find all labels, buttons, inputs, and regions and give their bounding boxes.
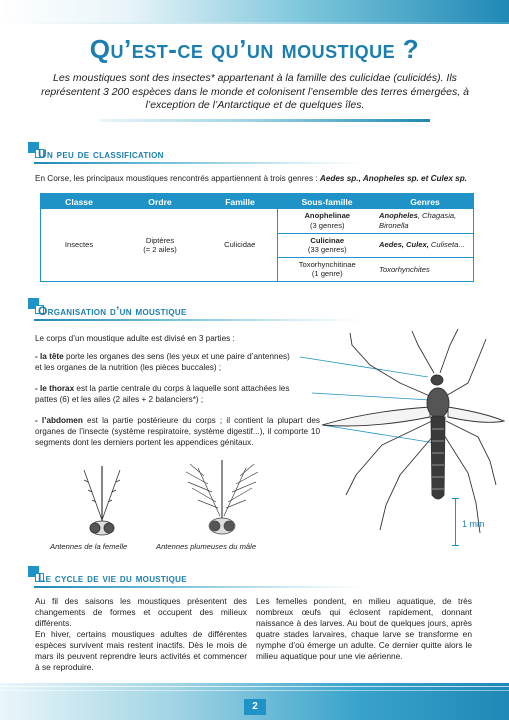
section-divider <box>34 319 364 321</box>
cycle-column-right: Les femelles pondent, en milieu aquatique, de très nombreux œufs qui éclosent rapidement, donnant naissance à des larves. Au bout de quelques jours, après quatre stades larvaires, chaque larve se transforme en nymphe d’où émerge un adulte. Ce dernier quitte alors le milieu aquatique pour une vie aérienne. <box>256 596 472 661</box>
male-antennae-illustration <box>178 458 266 542</box>
section-title-classification: Un peu de classification <box>38 147 164 161</box>
section-title-organisation: Organisation d’un moustique <box>38 304 187 318</box>
cell-genres <box>377 233 473 257</box>
top-stripe <box>0 22 509 24</box>
cell-classe: Insectes <box>64 240 94 250</box>
cell-subfamily <box>277 257 377 281</box>
intro-divider <box>100 119 430 122</box>
organisation-head-text <box>35 351 297 373</box>
label-thorax: - le thorax <box>35 384 75 393</box>
footer-stripe <box>0 686 509 687</box>
cell-ordre-note: (= 2 ailes) <box>143 245 177 254</box>
label-abdomen: - l’abdomen <box>35 416 83 425</box>
th-classe: Classe <box>41 194 117 209</box>
genres-other: Toxorhynchites <box>379 264 430 274</box>
desc-abdomen: est la partie postérieure du corps ; il contient la plupart des organes de l’insecte (système respiratoire, système digestif...), il comporte 10 segments dont les derniers portent les appendices génitaux. <box>35 416 320 448</box>
caption-male-antennae: Antennes plumeuses du mâle <box>156 542 257 551</box>
genres-other: Culiseta... <box>428 240 465 250</box>
scale-bar <box>455 498 456 546</box>
organisation-abdomen-text <box>35 415 320 449</box>
subfamily-name: Anophelinae <box>304 211 351 221</box>
label-tete: - la tête <box>35 352 64 361</box>
cell-famille: Culicidae <box>224 240 256 250</box>
cell-genres <box>377 257 473 281</box>
subfamily-count: (3 genres) <box>309 220 345 230</box>
caption-female-antennae: Antennes de la femelle <box>50 542 128 551</box>
female-antennae-illustration <box>62 462 142 542</box>
genres-main: Anopheles <box>379 211 418 221</box>
mosquito-illustration <box>300 325 505 550</box>
footer-stripe <box>0 690 509 691</box>
classification-genera: Aedes sp., Anopheles sp. et Culex sp. <box>319 174 468 183</box>
intro-text: Les moustiques sont des insectes* appartenant à la famille des culicidae (culicidés). Ils représentent 3 200 espèces dans le monde et colonisent l’ensemble des terres émergées, à l’exception de l’Antarctique et de quelques îles. <box>41 72 469 111</box>
cell-genres <box>377 209 473 233</box>
desc-tete: porte les organes des sens (les yeux et une paire d’antennes) et les organes de la nutrition (les pièces buccales) ; <box>35 352 290 373</box>
classification-intro-text: En Corse, les principaux moustiques rencontrés appartiennent à trois genres : <box>35 174 320 183</box>
cell-subfamily <box>277 209 377 233</box>
scale-bar-cap <box>452 498 459 499</box>
classification-table <box>40 193 474 282</box>
cell-ordre-name: Diptères <box>145 235 175 245</box>
subfamily-name: Toxorhynchitinae <box>298 259 356 269</box>
th-ordre: Ordre <box>117 194 203 209</box>
page-number: 2 <box>244 699 266 715</box>
desc-thorax: est la partie centrale du corps à laquelle sont attachées les pattes (6) et les ailes (2 ailes + 2 balanciers*) ; <box>35 384 290 405</box>
section-title-cycle: Le cycle de vie du moustique <box>38 571 187 585</box>
section-divider <box>34 162 364 164</box>
organisation-lead: Le corps d’un moustique adulte est divisé en 3 parties : <box>35 334 235 343</box>
th-genres: Genres <box>377 194 473 209</box>
scale-bar-cap <box>452 545 459 546</box>
th-famille: Famille <box>203 194 277 209</box>
subfamily-count: (33 genres) <box>307 245 347 254</box>
cell-ordre <box>117 209 203 281</box>
organisation-thorax-text <box>35 383 310 405</box>
cell-subfamily <box>277 233 377 257</box>
th-sous-famille: Sous-famille <box>277 194 377 209</box>
genres-main: Aedes, Culex, <box>379 240 429 250</box>
genres-other: , Chagasia, Bironella <box>379 211 457 230</box>
section-divider <box>34 586 364 588</box>
top-banner <box>0 0 509 22</box>
page-title: Qu’est-ce qu’un moustique ? <box>89 34 420 64</box>
subfamily-name: Culicinae <box>310 235 345 245</box>
scale-label: 1 mm <box>462 519 485 529</box>
subfamily-count: (1 genre) <box>311 269 343 279</box>
cycle-column-left: Au fil des saisons les moustiques présentent des changements de formes et occupent des milieux différents. En hiver, certains moustiques adultes de différentes espèces survivent mais restent inactifs. Dès le mois de mars ils peuvent reprendre leurs activités et commencer à se reproduire. <box>35 596 247 672</box>
classification-intro <box>35 173 495 184</box>
